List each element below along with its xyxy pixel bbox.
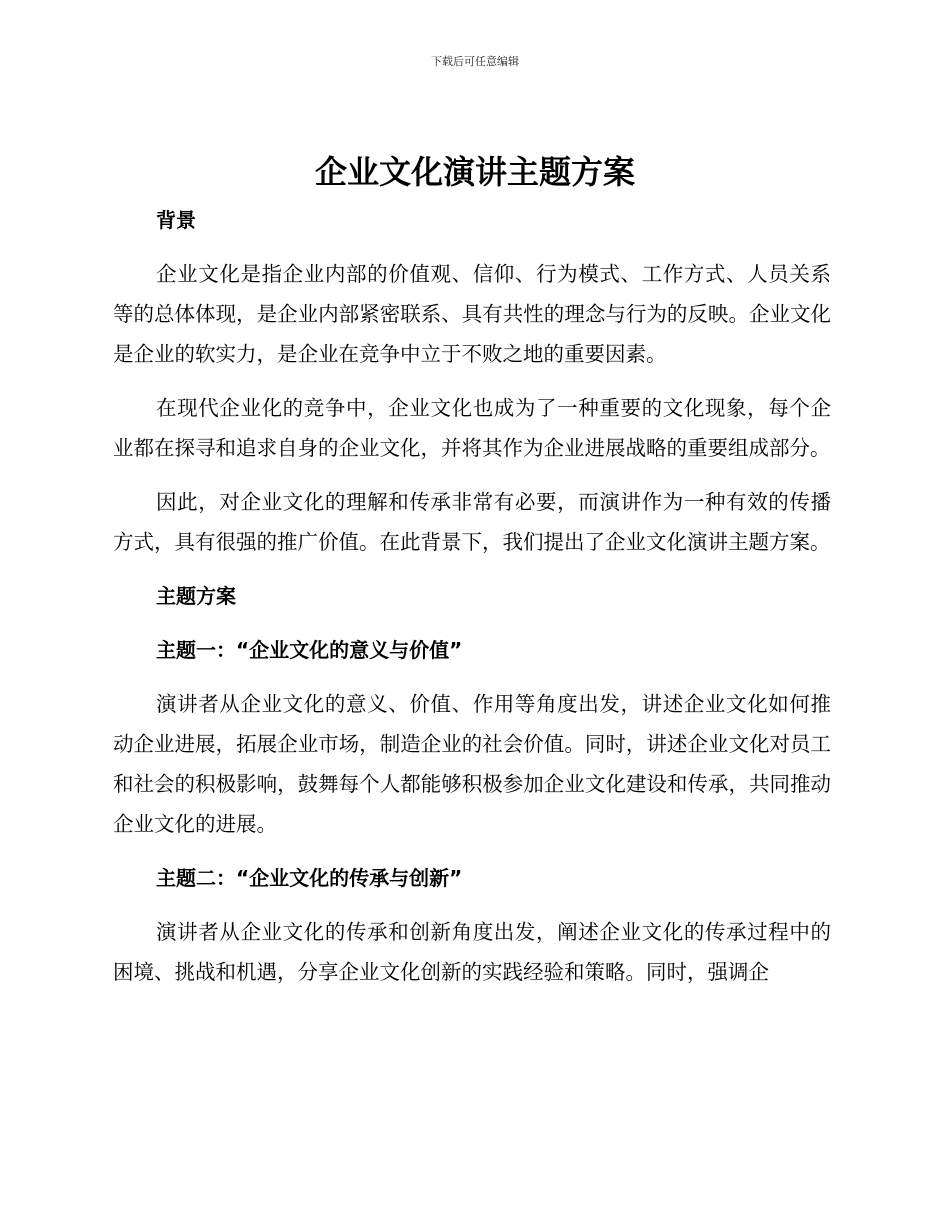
section-heading-background: 背景	[156, 208, 196, 232]
paragraph-topic-2: 演讲者从企业文化的传承和创新角度出发，阐述企业文化的传承过程中的困境、挑战和机遇，分享企业文化创新的实践经验和策略。同时，强调企	[113, 920, 831, 984]
document-title: 企业文化演讲主题方案	[314, 153, 635, 191]
paragraph-background-1: 企业文化是指企业内部的价值观、信仰、行为模式、工作方式、人员关系等的总体体现，是企业内部紧密联系、具有共性的理念与行为的反映。企业文化是企业的软实力，是企业在竞争中立于不败之地的重要因素。	[113, 262, 831, 366]
document-body	[113, 200, 831, 992]
page-header: 下载后可任意编辑	[431, 55, 519, 68]
paragraph-background-3: 因此，对企业文化的理解和传承非常有必要，而演讲作为一种有效的传播方式，具有很强的推广价值。在此背景下，我们提出了企业文化演讲主题方案。	[113, 490, 831, 554]
topic-heading-1: 主题一：“企业文化的意义与价值”	[156, 638, 463, 662]
paragraph-topic-1: 演讲者从企业文化的意义、价值、作用等角度出发，讲述企业文化如何推动企业进展，拓展企业市场，制造企业的社会价值。同时，讲述企业文化对员工和社会的积极影响，鼓舞每个人都能够积极参加企业文化建设和传承，共同推动企业文化的进展。	[113, 692, 831, 836]
paragraph-background-2: 在现代企业化的竞争中，企业文化也成为了一种重要的文化现象，每个企业都在探寻和追求自身的企业文化，并将其作为企业进展战略的重要组成部分。	[113, 396, 831, 460]
topic-heading-2: 主题二：“企业文化的传承与创新”	[156, 866, 463, 890]
section-heading-plan: 主题方案	[156, 584, 236, 608]
